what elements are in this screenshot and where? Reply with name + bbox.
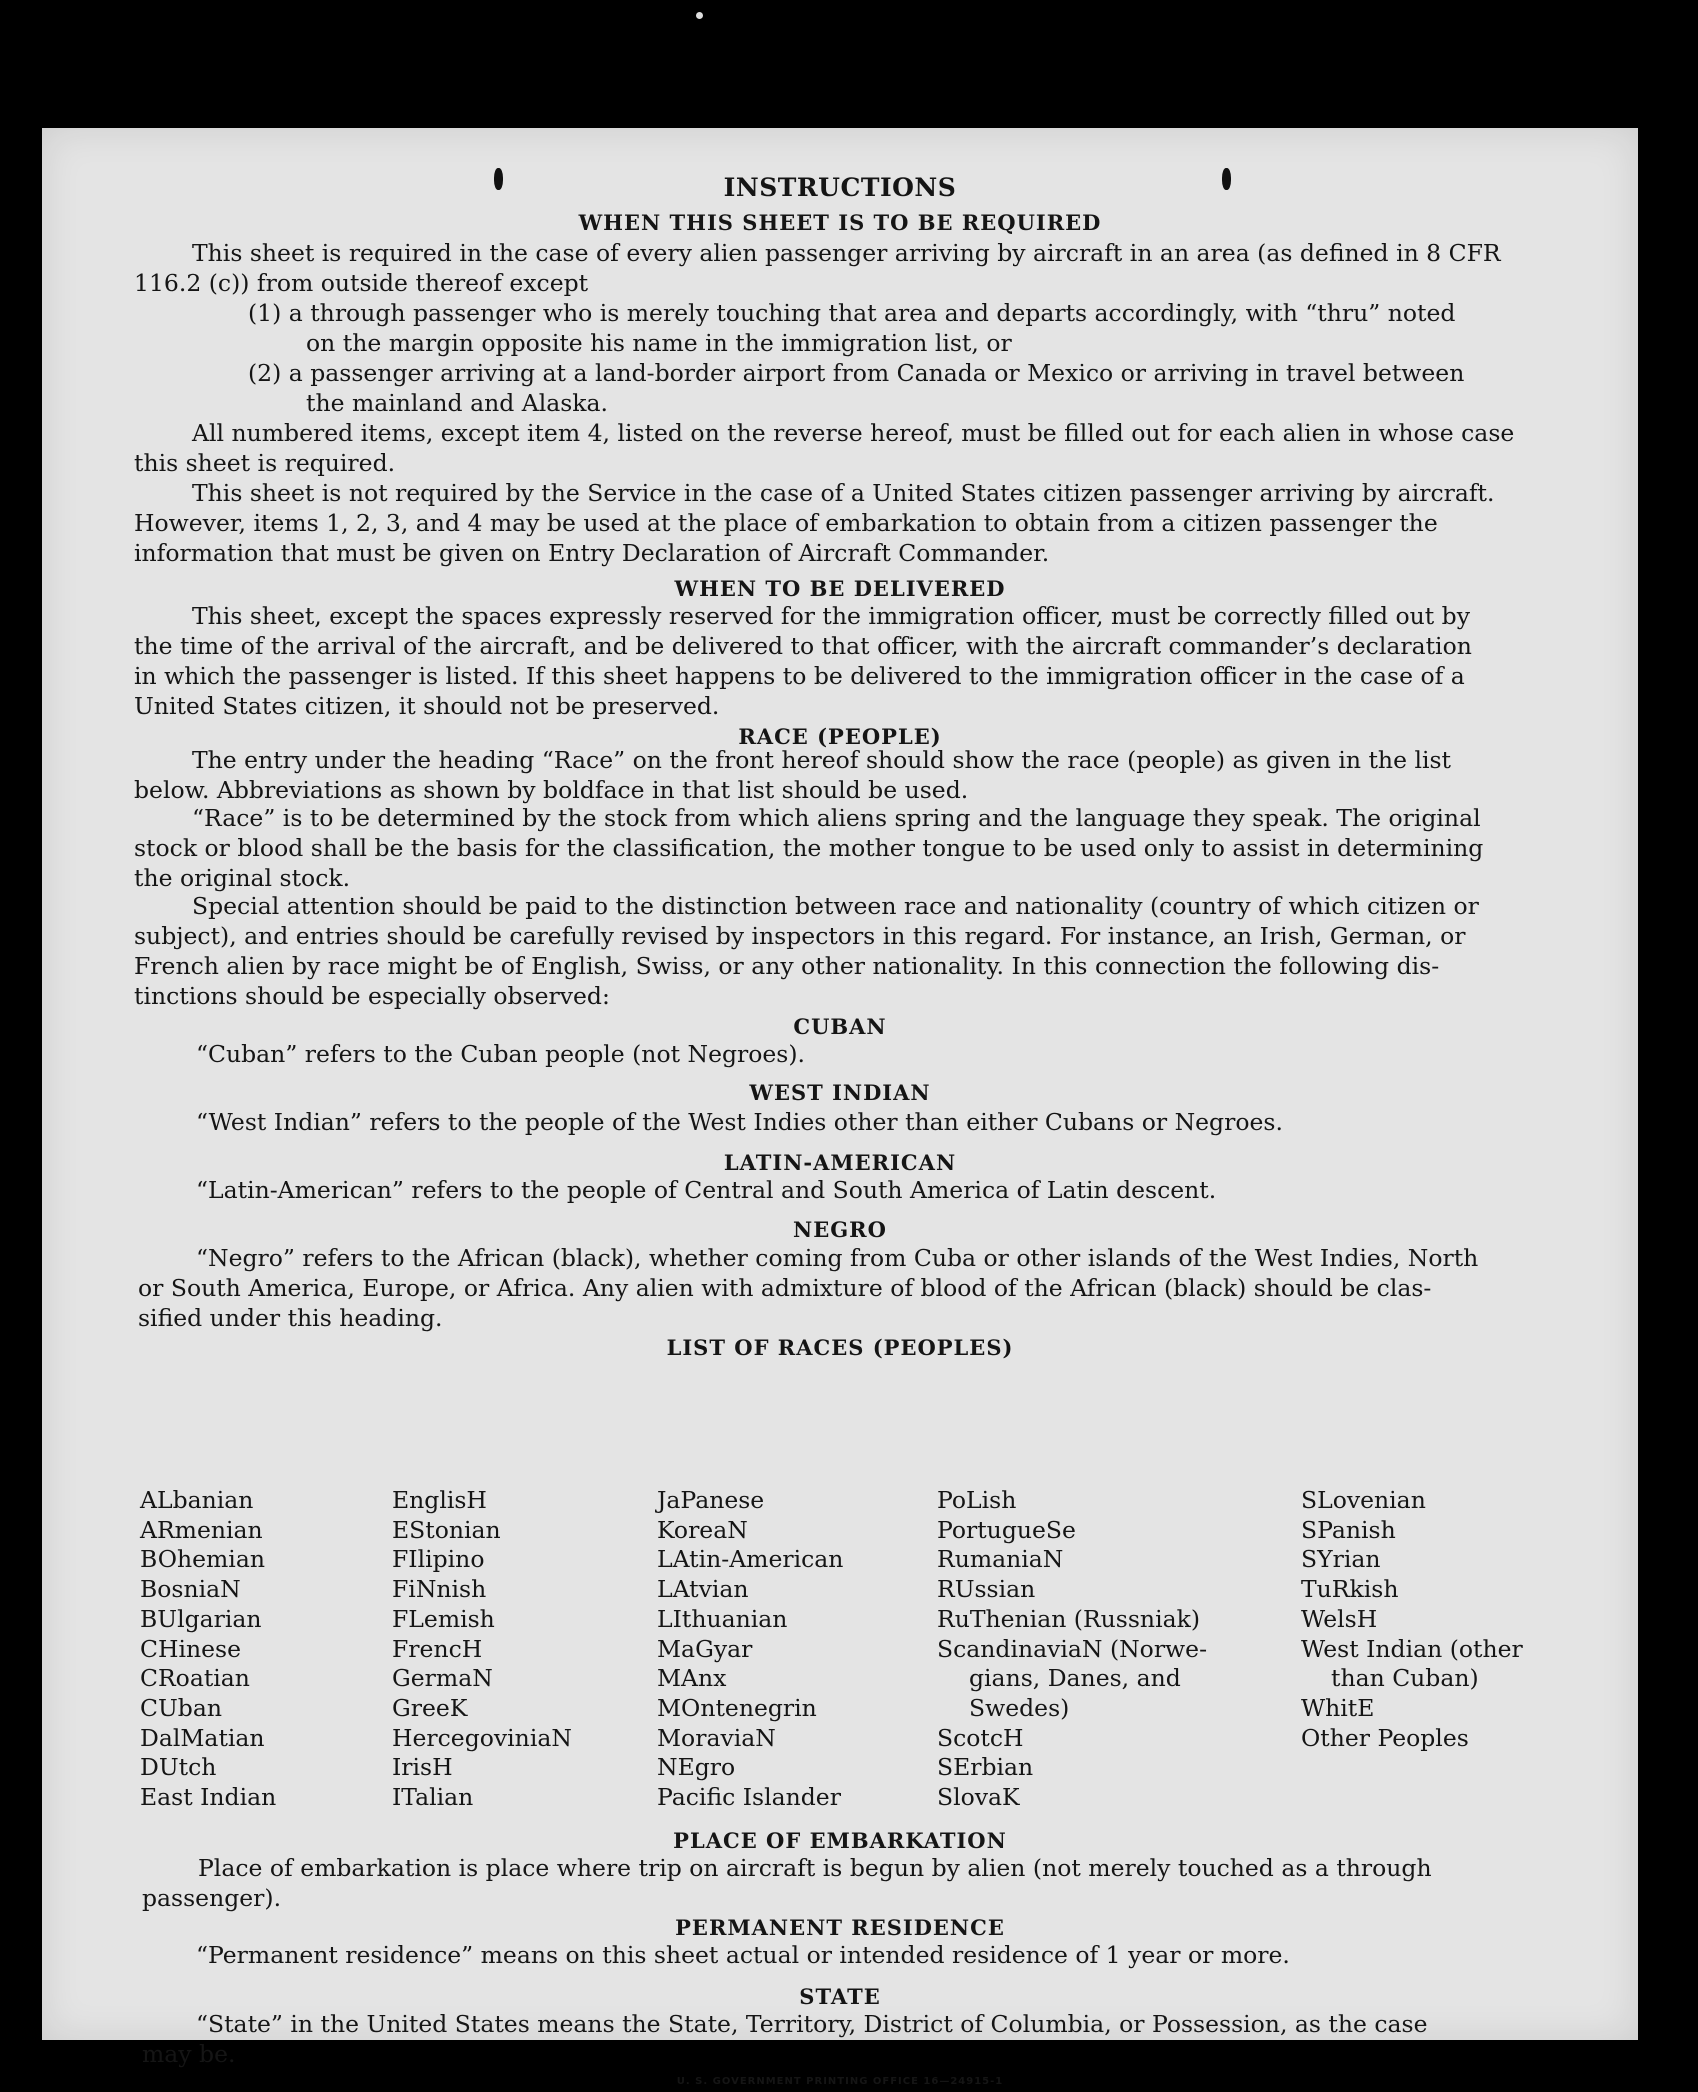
paragraph-line: All numbered items, except item 4, listed on the reverse hereof, must be filled out for each alien in whose case xyxy=(192,419,1515,447)
paragraph-line: tinctions should be especially observed: xyxy=(134,982,610,1010)
paragraph-line: “Negro” refers to the African (black), whether coming from Cuba or other islands of the West Indies, North xyxy=(196,1244,1479,1272)
race-item: Pacific Islander xyxy=(657,1783,841,1812)
heading-permanent-residence: PERMANENT RESIDENCE xyxy=(675,1915,1005,1940)
heading-cuban: CUBAN xyxy=(793,1014,887,1039)
race-item: MoraviaN xyxy=(657,1723,776,1752)
paragraph-line: passenger). xyxy=(142,1884,282,1912)
heading-west-indian: WEST INDIAN xyxy=(749,1080,931,1105)
race-item: West Indian (other xyxy=(1301,1634,1523,1663)
paragraph-line: The entry under the heading “Race” on the front hereof should show the race (people) as given in the list xyxy=(192,746,1451,774)
race-item: HercegovinіaN xyxy=(392,1723,572,1752)
page-title: INSTRUCTIONS xyxy=(723,173,957,202)
paragraph-line: “West Indian” refers to the people of the West Indies other than either Cubans or Negroes. xyxy=(196,1108,1283,1136)
heading-race: RACE (PEOPLE) xyxy=(738,724,942,749)
race-item: LAtvian xyxy=(657,1575,749,1604)
paragraph-line: stock or blood shall be the basis for the classification, the mother tongue to be used only to assist in determining xyxy=(134,834,1484,862)
race-item: NEgro xyxy=(657,1753,736,1782)
paragraph-line: This sheet is not required by the Service in the case of a United States citizen passenger arriving by aircraft. xyxy=(192,479,1495,507)
race-item: DUtch xyxy=(140,1753,217,1782)
race-item: KoreaN xyxy=(657,1515,748,1544)
race-item: SLovenian xyxy=(1301,1486,1426,1514)
paragraph-line: This sheet, except the spaces expressly reserved for the immigration officer, must be correctly filled out by xyxy=(192,602,1470,630)
race-item: BUlgarian xyxy=(140,1604,262,1633)
paragraph-line: United States citizen, it should not be preserved. xyxy=(134,692,720,720)
race-column-3 xyxy=(657,1486,843,1813)
paragraph-line: This sheet is required in the case of every alien passenger arriving by aircraft in an area (as defined in 8 CFR xyxy=(192,239,1501,267)
printer-imprint: U. S. GOVERNMENT PRINTING OFFICE 16—24915-1 xyxy=(676,2076,1004,2087)
heading-latin-american: LATIN-AMERICAN xyxy=(723,1150,957,1175)
race-item: WhitE xyxy=(1301,1693,1375,1722)
heading-state: STATE xyxy=(799,1984,881,2009)
heading-place-of-embarkation: PLACE OF EMBARKATION xyxy=(673,1828,1007,1853)
race-item: LIthuanian xyxy=(657,1604,788,1633)
race-item: JaPanese xyxy=(657,1486,765,1514)
paragraph-line: the original stock. xyxy=(134,864,351,892)
race-item: BOhemian xyxy=(140,1545,265,1574)
paragraph-line: the time of the arrival of the aircraft, and be delivered to that officer, with the aircraft commander’s declaration xyxy=(134,632,1472,660)
paragraph-line: (2) a passenger arriving at a land-border airport from Canada or Mexico or arriving in travel between xyxy=(248,359,1465,387)
paragraph-line: “Cuban” refers to the Cuban people (not Negroes). xyxy=(196,1040,806,1068)
race-item: ScandinaviaN (Norwe- xyxy=(937,1634,1208,1663)
paragraph-line: “Permanent residence” means on this sheet actual or intended residence of 1 year or more. xyxy=(196,1941,1290,1969)
paragraph-line: “Latin-American” refers to the people of Central and South America of Latin descent. xyxy=(196,1176,1217,1204)
paragraph-line: Special attention should be paid to the distinction between race and nationality (country of which citizen or xyxy=(192,892,1479,920)
heading-negro: NEGRO xyxy=(793,1217,887,1242)
race-item: SPanish xyxy=(1301,1515,1396,1544)
race-item: FiNnish xyxy=(392,1575,487,1604)
race-item: PortugueSe xyxy=(937,1515,1076,1544)
race-item: TuRkish xyxy=(1301,1575,1399,1604)
paragraph-line: (1) a through passenger who is merely touching that area and departs accordingly, with “thru” noted xyxy=(248,299,1456,327)
race-item: DalMatian xyxy=(140,1723,265,1752)
race-item: SlovaK xyxy=(937,1783,1020,1812)
paragraph-line: information that must be given on Entry Declaration of Aircraft Commander. xyxy=(134,539,1050,567)
race-item: MaGyar xyxy=(657,1634,753,1663)
race-column-1 xyxy=(140,1486,276,1813)
race-item: GermaN xyxy=(392,1664,493,1693)
race-item: CHinese xyxy=(140,1634,241,1663)
race-item: RUssian xyxy=(937,1575,1036,1604)
race-item: GreeK xyxy=(392,1693,468,1722)
race-item: ALbanian xyxy=(140,1486,254,1514)
scan-dust-dot xyxy=(696,12,703,19)
race-column-4 xyxy=(937,1486,1207,1813)
race-item: East Indian xyxy=(140,1783,277,1812)
paragraph-line: or South America, Europe, or Africa. Any alien with admixture of blood of the African (black) should be clas- xyxy=(138,1274,1432,1302)
heading-list-of-races: LIST OF RACES (PEOPLES) xyxy=(666,1335,1014,1360)
heading-when-required: WHEN THIS SHEET IS TO BE REQUIRED xyxy=(578,210,1102,235)
race-item: than Cuban) xyxy=(1331,1664,1479,1693)
paragraph-line: in which the passenger is listed. If this sheet happens to be delivered to the immigration officer in the case of a xyxy=(134,662,1465,690)
race-item: ITalian xyxy=(392,1783,474,1812)
race-item: ARmenian xyxy=(140,1515,263,1544)
race-item: RumaniaN xyxy=(937,1545,1064,1574)
race-item: SYrian xyxy=(1301,1545,1381,1574)
paragraph-line: sified under this heading. xyxy=(138,1304,443,1332)
race-item: Other Peoples xyxy=(1301,1723,1469,1752)
race-item: MAnx xyxy=(657,1664,727,1693)
document-sheet xyxy=(42,128,1638,2087)
race-column-2 xyxy=(392,1486,572,1813)
race-item: WelsH xyxy=(1301,1604,1378,1633)
race-item: CRoatian xyxy=(140,1664,250,1693)
race-item: Swedes) xyxy=(969,1693,1070,1722)
race-column-5 xyxy=(1301,1486,1523,1753)
paragraph-line: “State” in the United States means the State, Territory, District of Columbia, or Possession, as the case xyxy=(196,2010,1428,2038)
paragraph-line: below. Abbreviations as shown by boldface in that list should be used. xyxy=(134,776,969,804)
paragraph-line: on the margin opposite his name in the immigration list, or xyxy=(306,329,1012,357)
paragraph-line: French alien by race might be of English, Swiss, or any other nationality. In this connection the following dis- xyxy=(134,952,1440,980)
race-item: FLemish xyxy=(392,1604,495,1633)
race-item: CUban xyxy=(140,1693,222,1722)
race-item: LAtin-American xyxy=(657,1545,844,1574)
paragraph-line: subject), and entries should be carefully revised by inspectors in this regard. For instance, an Irish, German, or xyxy=(134,922,1466,950)
paragraph-line: “Race” is to be determined by the stock from which aliens spring and the language they speak. The original xyxy=(192,804,1481,832)
race-item: BosniaN xyxy=(140,1575,241,1604)
race-item: EnglisH xyxy=(392,1486,487,1514)
race-item: PoLish xyxy=(937,1486,1017,1514)
race-item: SErbian xyxy=(937,1753,1034,1782)
paragraph-line: 116.2 (c)) from outside thereof except xyxy=(134,269,589,297)
paragraph-line: However, items 1, 2, 3, and 4 may be used at the place of embarkation to obtain from a citizen passenger the xyxy=(134,509,1438,537)
paragraph-line: may be. xyxy=(142,2040,236,2068)
race-item: ScotcH xyxy=(937,1723,1024,1752)
paragraph-line: the mainland and Alaska. xyxy=(306,389,609,417)
race-item: FIlipino xyxy=(392,1545,485,1574)
race-item: IrisH xyxy=(392,1753,453,1782)
race-item: RuThenian (Russniak) xyxy=(937,1604,1200,1633)
race-item: MOntenegrin xyxy=(657,1693,817,1722)
race-item: FrencH xyxy=(392,1634,483,1663)
paragraph-line: this sheet is required. xyxy=(134,449,396,477)
paragraph-line: Place of embarkation is place where trip on aircraft is begun by alien (not merely touched as a through xyxy=(198,1854,1432,1882)
race-item: EStonian xyxy=(392,1515,501,1544)
race-item: gians, Danes, and xyxy=(969,1664,1181,1693)
heading-when-delivered: WHEN TO BE DELIVERED xyxy=(674,576,1006,601)
